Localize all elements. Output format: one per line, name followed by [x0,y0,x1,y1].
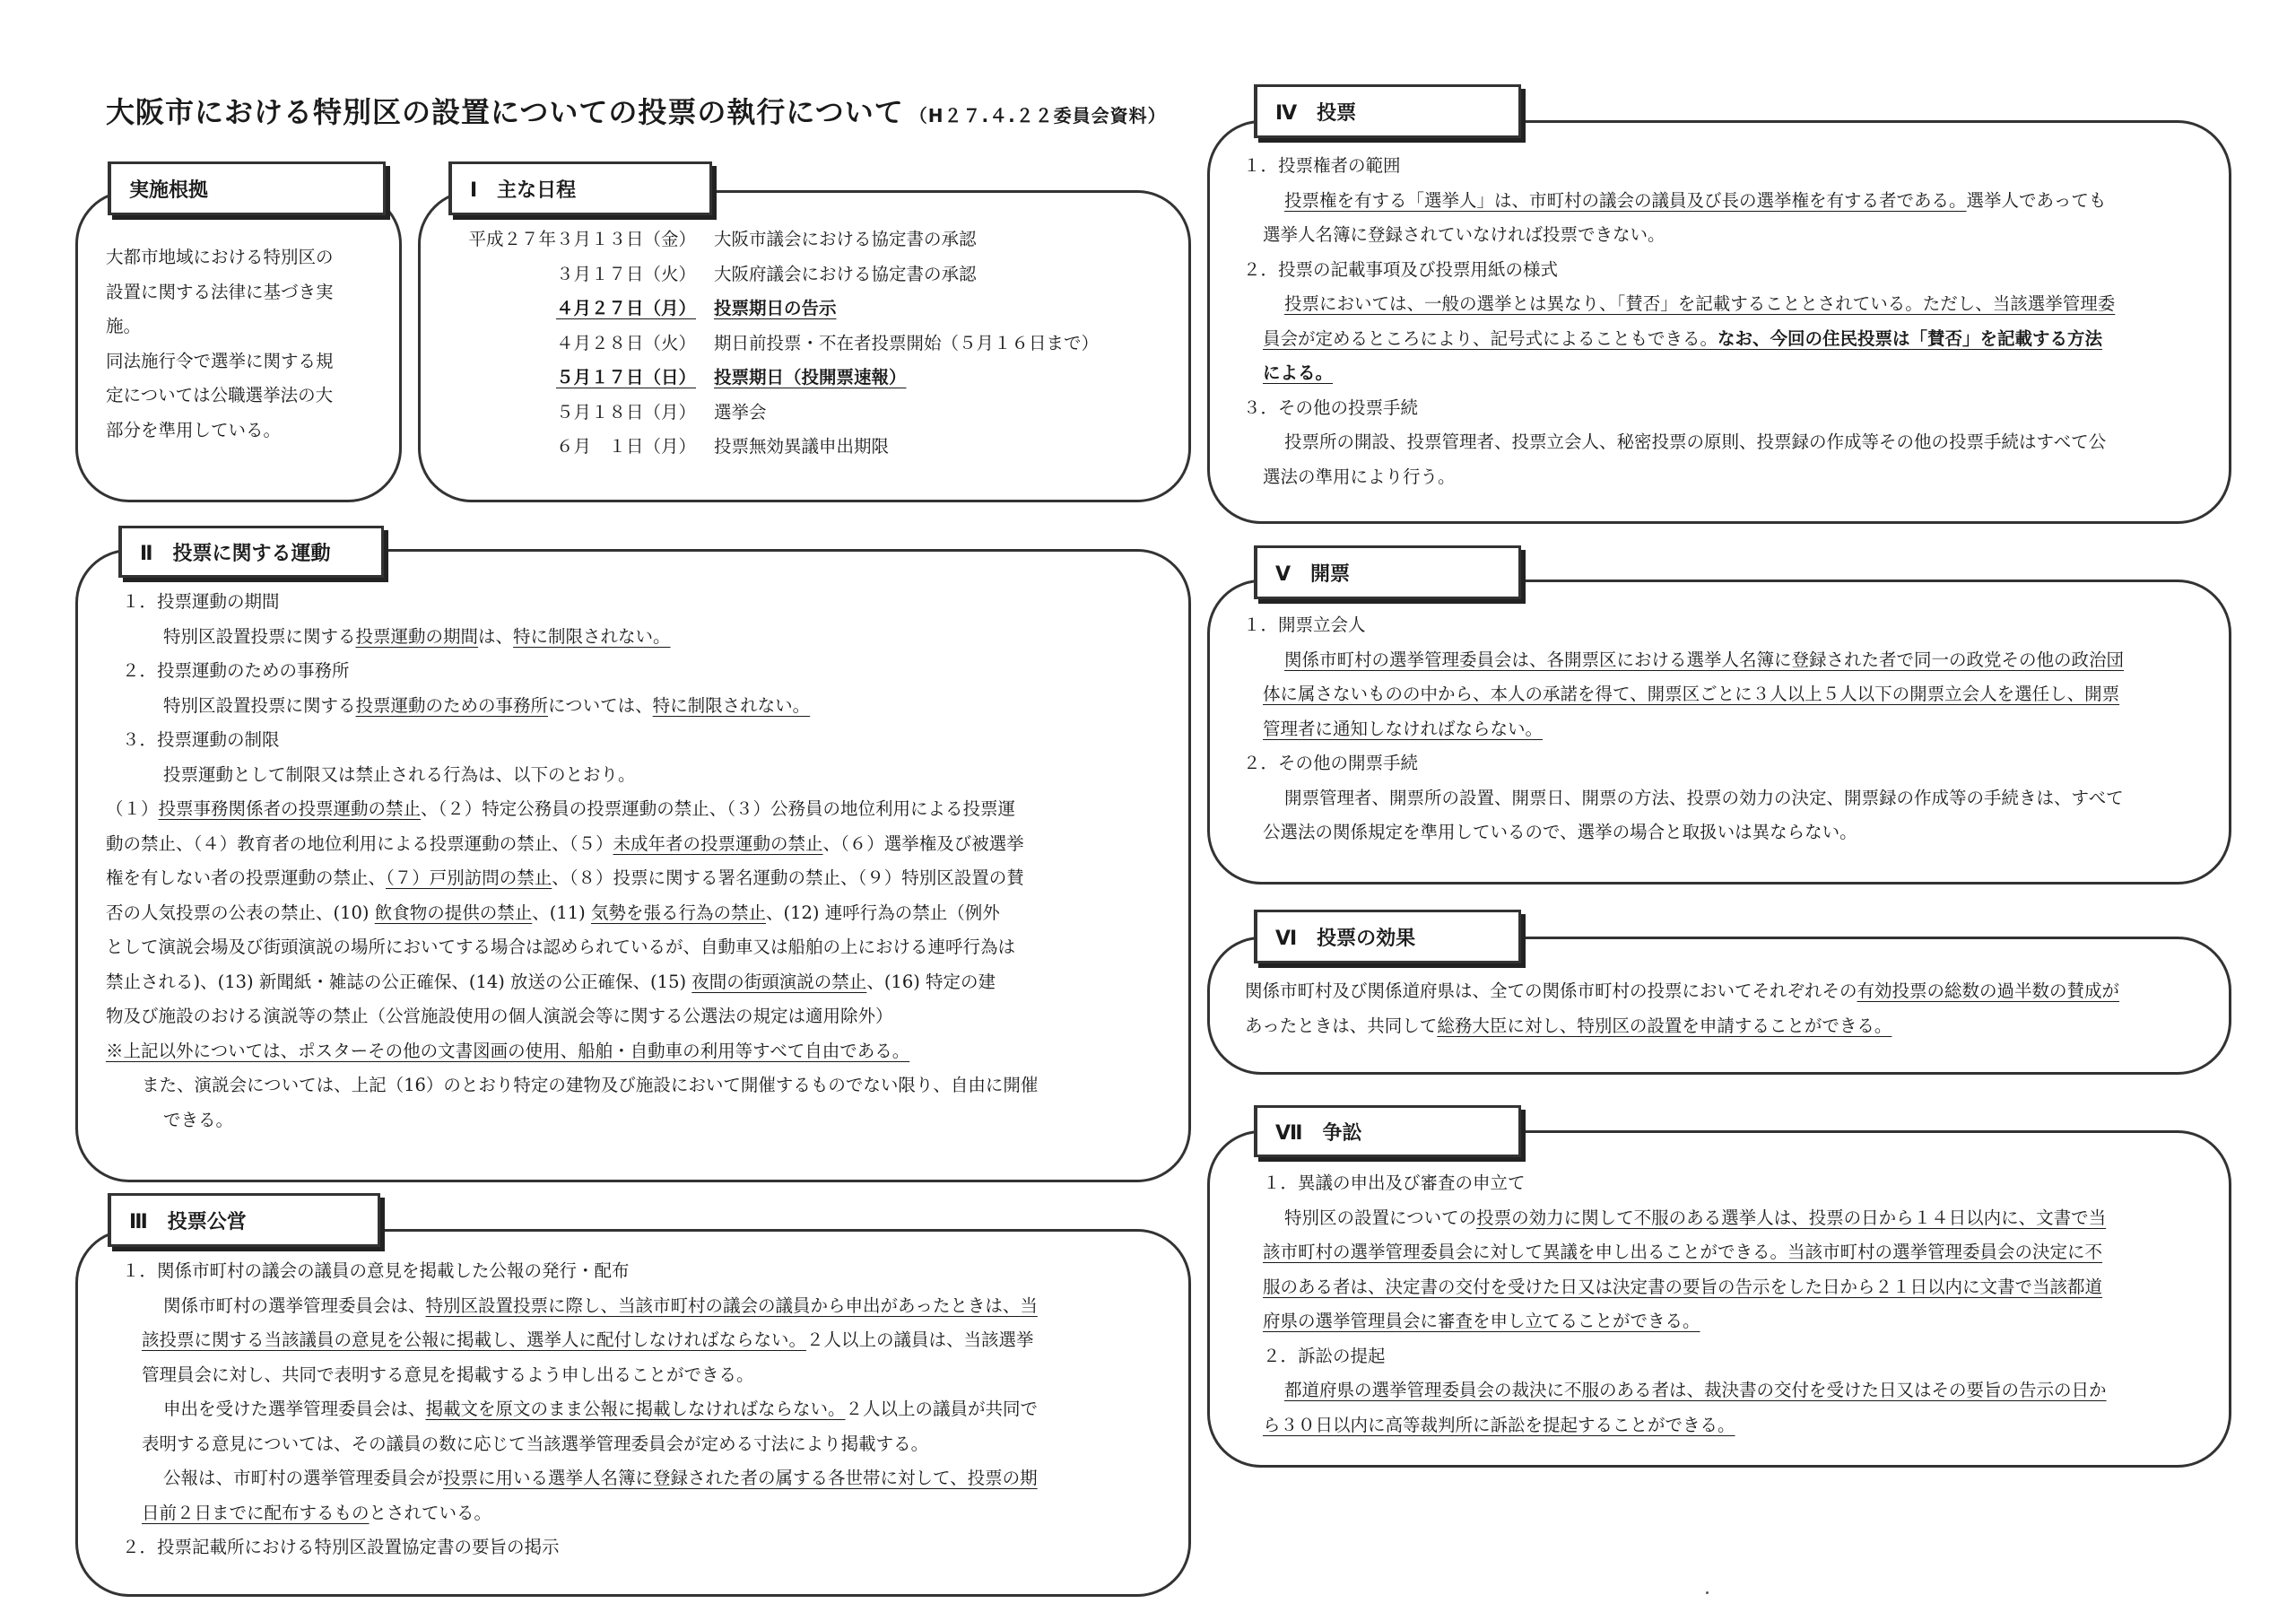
voting-text: １．投票権者の範囲 投票権を有する「選挙人」は、市町村の議会の議員及び長の選挙権を有する者である。選挙人であっても 選挙人名簿に登録されていなければ投票できない。 ２．投票の記載事項及び投票用紙の様式 投票においては、一般の選挙とは異なり、「賛否」を記載することとされている。ただし、当該選挙管理委 員会が定めるところにより、記号式によることもできる。なお、今回の住民投票は「賛否」を記載する方法 による。 ３．その他の投票手続 投票所の開設、投票管理者、投票立会人、秘密投票の原則、投票録の作成等その他の投票手続はすべて公 選法の準用により行う。 [1243,155,2116,487]
public-label: Ⅲ 投票公営 [108,1193,380,1247]
campaign-note: ※上記以外については、ポスターその他の文書図画の使用、船舶・自動車の利用等すべて自由である。 [106,1040,910,1061]
schedule-label: Ⅰ 主な日程 [448,161,712,215]
effect-label: Ⅵ 投票の効果 [1254,910,1521,963]
schedule-row-highlight: ５月１７日（日） 投票期日（投開票速報） [555,367,907,388]
dispute-text: １．異議の申出及び審査の申立て 特別区の設置についての投票の効力に関して不服のある選挙人は、投票の日から１４日以内に、文書で当 該市町村の選挙管理委員会に対して異議を申し出ることができる。当該市町村の選挙管理委員会の決定に不 服のある者は、決定書の交付を受けた日又は決定書の要旨の告示をした日から２１日以内に文書で当該都道 府県の選挙管理員会に審査を申し立てることができる。 ２．訴訟の提起 都道府県の選挙管理委員会の裁決に不服のある者は、裁決書の交付を受けた日又はその要旨の告示の日か ら３０日以内に高等裁判所に訴訟を提起することができる。 [1263,1172,2107,1435]
basis-text: 大都市地域における特別区の 設置に関する法律に基づき実 施。 同法施行令で選挙に関する規 定については公職選挙法の大 部分を準用している。 [106,247,334,440]
document-subtitle: （H２７.４.２２委員会資料） [909,105,1167,126]
document-title: 大阪市における特別区の設置についての投票の執行について （H２７.４.２２委員会資料） [106,95,1167,129]
schedule-row: ４月２８日（火） 期日前投票・不在者投票開始（５月１６日まで） [555,332,1100,353]
campaign-text: １．投票運動の期間 特別区設置投票に関する投票運動の期間は、特に制限されない。 ２．投票運動のための事務所 特別区設置投票に関する投票運動のための事務所については、特に制限されない。 ３．投票運動の制限 投票運動として制限又は禁止される行為は、以下のとおり。 （１）投票事務関係者の投票運動の禁止、（２）特定公務員の投票運動の禁止、（３）公務員の地位利用による投票運 動の禁止、（４）教育者の地位利用による投票運動の禁止、（５）未成年者の投票運動の禁止、（６）選挙権及び被選挙 権を有しない者の投票運動の禁止、（７）戸別訪問の禁止、（８）投票に関する署名運動の禁止、（９）特別区設置の賛 否の人気投票の公表の禁止、(10) 飲食物の提供の禁止、(11) 気勢を張る行為の禁止、(12) 連呼行為の禁止（例外 として演説会場及び街頭演説の場所においてする場合は認められているが、自動車又は船舶の上における連呼行為は 禁止される)、(13) 新聞紙・雑誌の公正確保、(14) 放送の公正確保、(15) 夜間の街頭演説の禁止、(16) 特定の建 物及び施設のおける演説等の禁止（公営施設使用の個人演説会等に関する公選法の規定は適用除外） ※上記以外については、ポスターその他の文書図画の使用、船舶・自動車の利用等すべて自由である。 また、演説会については、上記（16）のとおり特定の建物及び施設において開催するものでない限り、自由に開催 できる。 [106,591,1039,1130]
campaign-label: Ⅱ 投票に関する運動 [118,526,384,578]
dispute-label: Ⅶ 争訟 [1254,1105,1521,1157]
basis-label: 実施根拠 [108,161,386,215]
schedule-list [439,222,1099,465]
schedule-row: ５月１８日（月） 選挙会 [555,401,767,423]
voting-label: Ⅳ 投票 [1254,84,1521,138]
counting-text: １．開票立会人 関係市町村の選挙管理委員会は、各開票区における選挙人名簿に登録された者で同一の政党その他の政治団 体に属さないものの中から、本人の承諾を得て、開票区ごとに３人以上５人以下の開票立会人を選任し、開票 管理者に通知しなければならない。 ２．その他の開票手続 開票管理者、開票所の設置、開票日、開票の方法、投票の効力の決定、開票録の作成等の手続きは、すべて 公選法の関係規定を準用しているので、選挙の場合と取扱いは異ならない。 [1243,614,2125,842]
schedule-row: ３月１７日（火） 大阪府議会における協定書の承認 [555,263,977,284]
schedule-row-highlight: ４月２７日（月） 投票期日の告示 [555,298,837,318]
public-text: １．関係市町村の議会の議員の意見を掲載した公報の発行・配布 関係市町村の選挙管理委員会は、特別区設置投票に際し、当該市町村の議会の議員から申出があったときは、当 該投票に関する当該議員の意見を公報に掲載し、選挙人に配付しなければならない。２人以上の議員は、当該選挙 管理員会に対し、共同で表明する意見を掲載するよう申し出ることができる。 申出を受けた選挙管理委員会は、掲載文を原文のまま公報に掲載しなければならない。２人以上の議員が共同で 表明する意見については、その議員の数に応じて当該選挙管理委員会が定める寸法により掲載する。 公報は、市町村の選挙管理委員会が投票に用いる選挙人名簿に登録された者の属する各世帯に対して、投票の期 日前２日までに配布するものとされている。 ２．投票記載所における特別区設置協定書の要旨の掲示 [122,1260,1039,1557]
effect-text: 関係市町村及び関係道府県は、全ての関係市町村の投票においてそれぞれその有効投票の総数の過半数の賛成が あったときは、共同して総務大臣に対し、特別区の設置を申請することができる。 [1245,980,2120,1036]
scan-speck [1706,1591,1709,1594]
counting-label: Ⅴ 開票 [1254,545,1521,599]
schedule-row: 平成２７年３月１３日（金） 大阪市議会における協定書の承認 [468,229,977,249]
schedule-row: ６月 １日（月） 投票無効異議申出期限 [555,436,890,457]
